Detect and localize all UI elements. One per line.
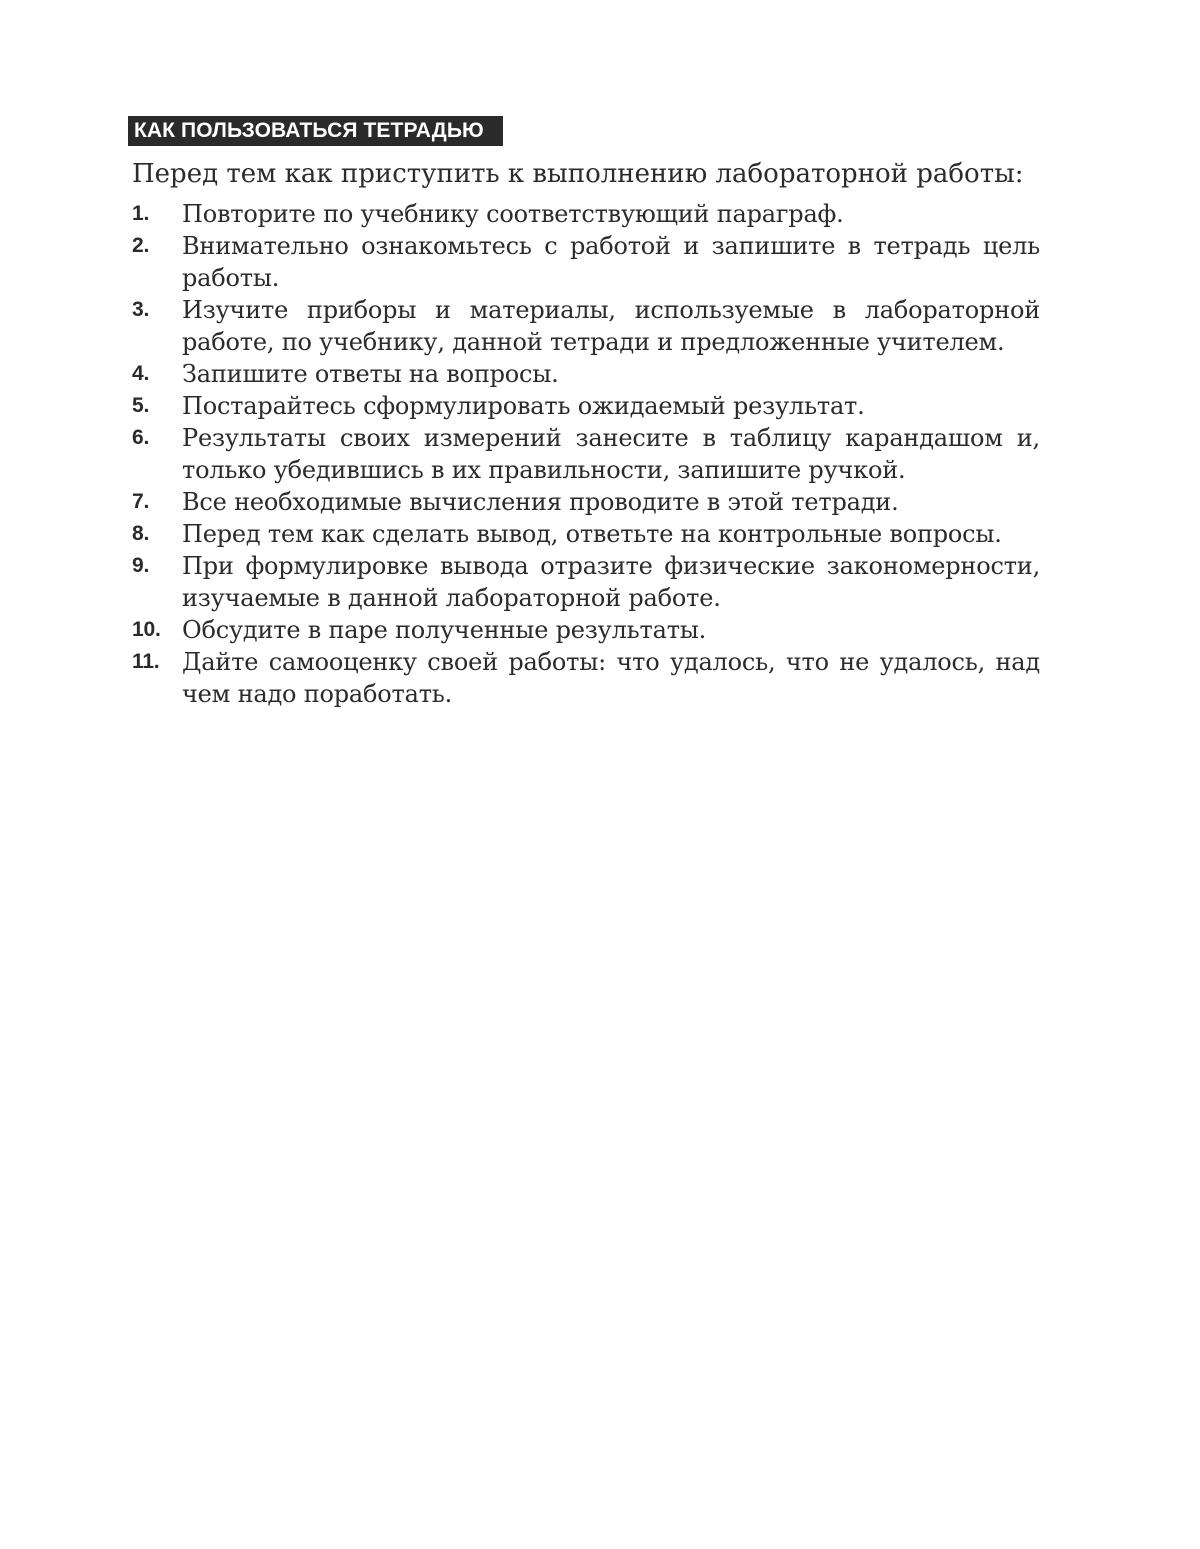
list-item xyxy=(132,198,1040,230)
list-item-number: 1. xyxy=(132,202,150,225)
intro-text: Перед тем как приступить к выполнению лабораторной работы: xyxy=(132,159,1024,189)
list-item-number: 10. xyxy=(132,618,161,641)
list-item xyxy=(132,486,1040,518)
list-item-number: 8. xyxy=(132,522,150,545)
list-item-number: 4. xyxy=(132,362,150,385)
list-item xyxy=(132,422,1040,486)
list-item-number: 7. xyxy=(132,490,150,513)
list-item-number: 5. xyxy=(132,394,150,417)
list-item-text: Изучите приборы и материалы, используемые в лабораторной работе, по учебнику, данной тетради и предложенные учителем. xyxy=(182,296,1040,356)
list-item-text: Запишите ответы на вопросы. xyxy=(182,360,559,388)
list-item-number: 9. xyxy=(132,554,150,577)
list-item xyxy=(132,294,1040,358)
list-item-text: Обсудите в паре полученные результаты. xyxy=(182,616,707,644)
list-item-text: Дайте самооценку своей работы: что удалось, что не удалось, над чем надо поработать. xyxy=(182,648,1040,708)
list-item xyxy=(132,614,1040,646)
list-item xyxy=(132,518,1040,550)
list-item-number: 6. xyxy=(132,426,150,449)
list-item-number: 3. xyxy=(132,298,150,321)
list-item xyxy=(132,646,1040,710)
list-item-text: Результаты своих измерений занесите в таблицу карандашом и, только убедившись в их правильности, запишите ручкой. xyxy=(182,424,1040,484)
list-item-text: Внимательно ознакомьтесь с работой и запишите в тетрадь цель работы. xyxy=(182,232,1040,292)
list-item-text: Постарайтесь сформулировать ожидаемый результат. xyxy=(182,392,865,420)
list-item-text: Повторите по учебнику соответствующий параграф. xyxy=(182,200,844,228)
list-item-text: Все необходимые вычисления проводите в этой тетради. xyxy=(182,488,899,516)
list-item-number: 11. xyxy=(132,650,160,673)
list-item xyxy=(132,550,1040,614)
section-heading: КАК ПОЛЬЗОВАТЬСЯ ТЕТРАДЬЮ xyxy=(128,116,503,146)
list-item xyxy=(132,358,1040,390)
instruction-list xyxy=(132,198,1040,710)
list-item-text: Перед тем как сделать вывод, ответьте на контрольные вопросы. xyxy=(182,520,1002,548)
list-item-number: 2. xyxy=(132,234,150,257)
list-item-text: При формулировке вывода отразите физические закономерности, изучаемые в данной лабораторной работе. xyxy=(182,552,1040,612)
list-item xyxy=(132,390,1040,422)
list-item xyxy=(132,230,1040,294)
